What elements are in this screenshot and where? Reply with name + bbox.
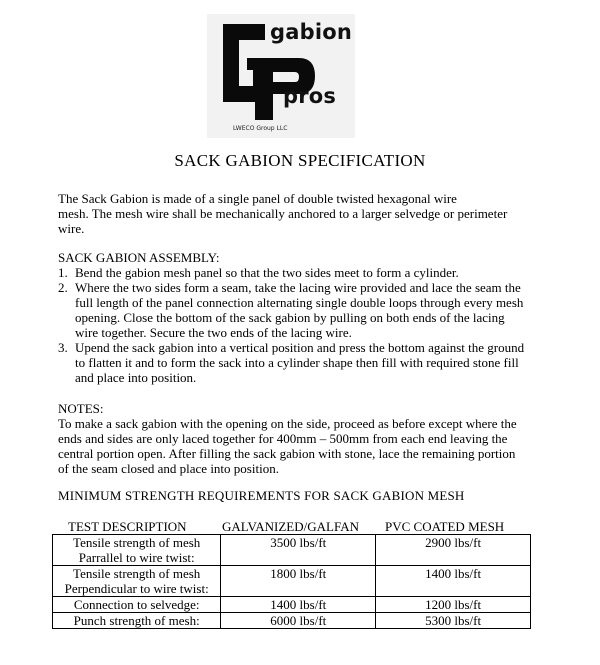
step-line: Upend the sack gabion into a vertical position and press the bottom against the ground (75, 340, 525, 355)
test-description-cell (53, 613, 221, 629)
logo-word-pros: pros (283, 84, 337, 108)
step-line: Bend the gabion mesh panel so that the two sides meet to form a cylinder. (75, 265, 459, 280)
strength-table (52, 534, 531, 629)
step-line: wire together. Secure the two ends of the lacing wire. (75, 325, 352, 340)
column-header-pvc: PVC COATED MESH (385, 519, 505, 534)
assembly-step (58, 340, 528, 385)
step-line: opening. Close the bottom of the sack gabion by pulling on both ends of the lacing (75, 310, 505, 325)
cell-line: Tensile strength of mesh (73, 535, 201, 550)
test-description-cell (53, 535, 221, 566)
company-logo (207, 14, 355, 138)
galvanized-value-cell: 1400 lbs/ft (221, 597, 376, 613)
step-line: Where the two sides form a seam, take the lacing wire provided and lace the seam the (75, 280, 521, 295)
assembly-heading: SACK GABION ASSEMBLY: (58, 250, 220, 265)
step-line: full length of the panel connection alternating single double loops through every mesh (75, 295, 524, 310)
pvc-value-cell: 2900 lbs/ft (376, 535, 531, 566)
pvc-value-cell: 1400 lbs/ft (376, 566, 531, 597)
logo-word-gabion: gabion (270, 20, 353, 44)
pvc-value-cell: 5300 lbs/ft (376, 613, 531, 629)
galvanized-value-cell: 3500 lbs/ft (221, 535, 376, 566)
table-row (53, 535, 531, 566)
intro-line: wire. (58, 221, 85, 236)
galvanized-value-cell: 1800 lbs/ft (221, 566, 376, 597)
cell-line: Tensile strength of mesh (73, 566, 201, 581)
notes-line: of the seam closed and place into position. (58, 461, 279, 476)
galvanized-value-cell: 6000 lbs/ft (221, 613, 376, 629)
notes-paragraph (58, 416, 528, 476)
pvc-value-cell: 1200 lbs/ft (376, 597, 531, 613)
page-title: SACK GABION SPECIFICATION (174, 151, 426, 170)
assembly-step (58, 265, 528, 280)
column-header-test-description: TEST DESCRIPTION (68, 519, 187, 534)
step-line: and place into position. (75, 370, 197, 385)
cell-line: Parrallel to wire twist: (78, 550, 195, 565)
table-row (53, 566, 531, 597)
notes-heading: NOTES: (58, 401, 104, 416)
test-description-cell (53, 566, 221, 597)
assembly-steps (58, 265, 528, 385)
table-row (53, 597, 531, 613)
intro-line: The Sack Gabion is made of a single panel of double twisted hexagonal wire (58, 191, 457, 206)
notes-line: ends and sides are only laced together for 400mm – 500mm from each end leaving the (58, 431, 508, 446)
step-number: 3. (58, 340, 68, 355)
cell-line: Perpendicular to wire twist: (64, 581, 209, 596)
column-header-galvanized: GALVANIZED/GALFAN (222, 519, 359, 534)
cell-line: Punch strength of mesh: (73, 613, 200, 628)
table-row (53, 613, 531, 629)
intro-paragraph (58, 191, 528, 236)
step-number: 2. (58, 280, 68, 295)
intro-line: mesh. The mesh wire shall be mechanically anchored to a larger selvedge or perimeter (58, 206, 508, 221)
step-line: to flatten it and to form the sack into a cylinder shape then fill with required stone fill (75, 355, 519, 370)
test-description-cell (53, 597, 221, 613)
assembly-step (58, 280, 528, 340)
notes-line: To make a sack gabion with the opening on the side, proceed as before except where the (58, 416, 517, 431)
notes-line: central portion open. After filling the sack gabion with stone, lace the remaining portion (58, 446, 516, 461)
strength-heading: MINIMUM STRENGTH REQUIREMENTS FOR SACK GABION MESH (58, 488, 465, 503)
step-number: 1. (58, 265, 68, 280)
logo-subtitle: LWECO Group LLC (233, 125, 288, 132)
cell-line: Connection to selvedge: (73, 597, 200, 612)
